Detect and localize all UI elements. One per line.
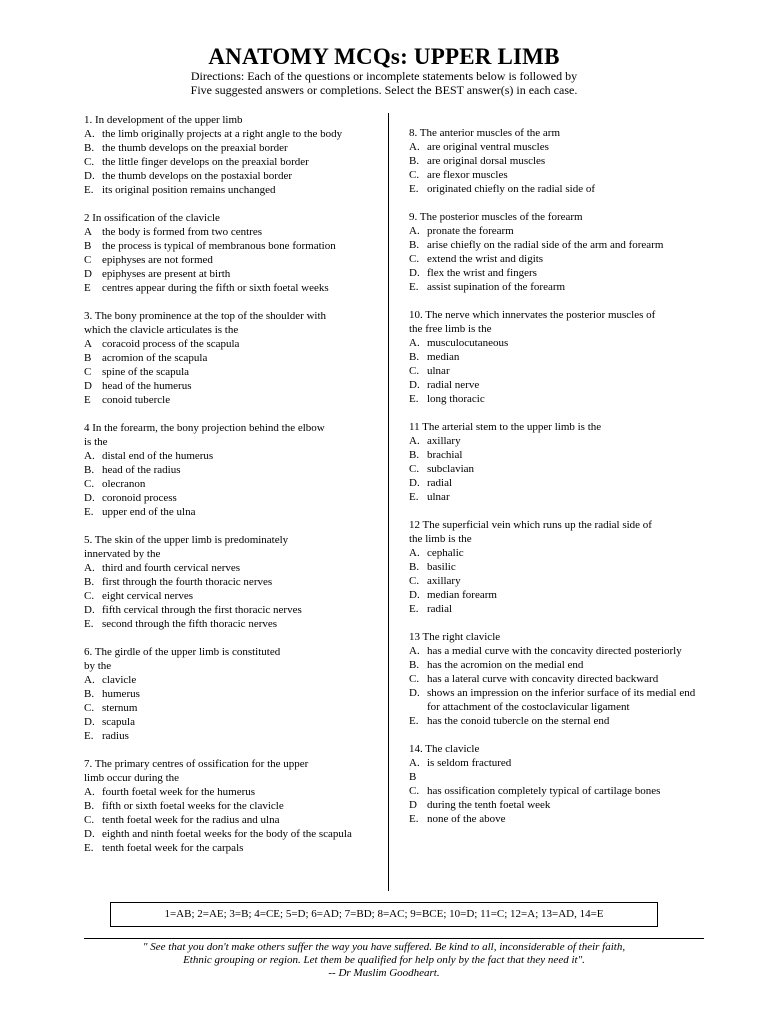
option-text: extend the wrist and digits xyxy=(427,253,544,265)
answer-option xyxy=(409,490,705,504)
option-letter: A. xyxy=(409,225,420,237)
option-text: brachial xyxy=(427,449,463,461)
option-text: median forearm xyxy=(427,589,497,601)
answer-option xyxy=(84,365,380,379)
option-text: has a medial curve with the concavity directed posteriorly xyxy=(427,645,682,657)
question-stem: 1. In development of the upper limb xyxy=(84,114,243,126)
answer-option xyxy=(84,827,380,841)
answer-option xyxy=(409,770,705,784)
answer-option xyxy=(84,491,380,505)
option-letter: A. xyxy=(409,757,420,769)
option-letter: C. xyxy=(84,156,95,168)
question-item xyxy=(409,518,705,616)
option-letter: C. xyxy=(84,478,95,490)
question-item xyxy=(409,630,705,728)
question-item xyxy=(409,308,705,406)
option-letter: D. xyxy=(84,828,95,840)
option-text: radial nerve xyxy=(427,379,480,391)
option-text: has a lateral curve with concavity directed backward xyxy=(427,673,659,685)
option-text: flex the wrist and fingers xyxy=(427,267,537,279)
option-text xyxy=(427,770,705,784)
question-item xyxy=(409,742,705,826)
answer-option xyxy=(84,351,380,365)
option-text: third and fourth cervical nerves xyxy=(102,562,241,574)
option-text: musculocutaneous xyxy=(427,337,509,349)
option-text: eight cervical nerves xyxy=(102,590,194,602)
option-letter: C. xyxy=(409,253,420,265)
option-letter: E. xyxy=(409,603,419,615)
answer-option xyxy=(409,448,705,462)
left-question-column xyxy=(84,113,380,869)
option-text: long thoracic xyxy=(427,393,485,405)
option-letter: B. xyxy=(409,449,420,461)
option-letter: E. xyxy=(409,813,419,825)
option-letter: D xyxy=(84,380,92,392)
answer-option xyxy=(409,784,705,798)
option-text: radius xyxy=(102,730,129,742)
answer-option xyxy=(409,252,705,266)
option-letter: A. xyxy=(84,786,95,798)
option-letter: D. xyxy=(84,604,95,616)
option-letter: A. xyxy=(84,674,95,686)
option-letter: E. xyxy=(84,618,94,630)
option-letter: A. xyxy=(84,450,95,462)
option-letter: C. xyxy=(409,463,420,475)
answer-option xyxy=(409,168,705,182)
option-text: are original ventral muscles xyxy=(427,141,549,153)
option-text: eighth and ninth foetal weeks for the body of the scapula xyxy=(102,828,352,840)
option-text: head of the humerus xyxy=(102,380,192,392)
option-text: cephalic xyxy=(427,547,464,559)
answer-option xyxy=(84,505,380,519)
option-letter: B xyxy=(84,240,92,252)
answer-option xyxy=(84,393,380,407)
option-letter: A. xyxy=(409,141,420,153)
option-letter: C. xyxy=(84,702,95,714)
answer-option xyxy=(409,392,705,406)
question-item xyxy=(84,421,380,519)
option-text: subclavian xyxy=(427,463,475,475)
option-text: the thumb develops on the postaxial border xyxy=(102,170,293,182)
option-letter: B. xyxy=(409,659,420,671)
question-item xyxy=(84,757,380,855)
option-letter: E. xyxy=(409,393,419,405)
answer-option xyxy=(84,449,380,463)
question-stem: is the xyxy=(84,436,108,448)
option-letter: B. xyxy=(84,800,95,812)
option-letter: D. xyxy=(84,170,95,182)
question-stem: 4 In the forearm, the bony projection behind the elbow xyxy=(84,422,325,434)
option-text: fifth cervical through the first thoracic nerves xyxy=(102,604,302,616)
answer-option xyxy=(84,225,380,239)
option-text: has the conoid tubercle on the sternal end xyxy=(427,715,610,727)
option-letter: A xyxy=(84,338,92,350)
directions xyxy=(0,69,768,97)
option-letter: B. xyxy=(84,464,95,476)
option-letter: D xyxy=(409,799,417,811)
answer-option xyxy=(84,715,380,729)
option-text: are original dorsal muscles xyxy=(427,155,546,167)
option-letter: C. xyxy=(84,590,95,602)
question-stem: 6. The girdle of the upper limb is constituted xyxy=(84,646,281,658)
question-stem: innervated by the xyxy=(84,548,161,560)
option-letter: A. xyxy=(409,547,420,559)
quote-line: " See that you don't make others suffer the way you have suffered. Be kind to all, inconsiderable of their faith, xyxy=(142,941,626,953)
option-letter: B. xyxy=(409,155,420,167)
option-letter: C. xyxy=(409,785,420,797)
option-letter: D. xyxy=(409,687,420,699)
option-letter: B xyxy=(84,352,92,364)
question-stem: 12 The superficial vein which runs up the radial side of xyxy=(409,519,652,531)
answer-option xyxy=(409,266,705,280)
answer-option xyxy=(84,673,380,687)
option-text: pronate the forearm xyxy=(427,225,514,237)
answer-option xyxy=(84,281,380,295)
option-text: spine of the scapula xyxy=(102,366,190,378)
option-text: coronoid process xyxy=(102,492,177,504)
option-letter: C xyxy=(84,366,92,378)
option-text: sternum xyxy=(102,702,138,714)
answer-option xyxy=(84,701,380,715)
question-item xyxy=(409,210,705,294)
answer-option xyxy=(409,546,705,560)
question-stem: which the clavicle articulates is the xyxy=(84,324,239,336)
option-text: conoid tubercle xyxy=(102,394,171,406)
option-letter: B. xyxy=(409,561,420,573)
answer-option xyxy=(84,561,380,575)
answer-option xyxy=(84,785,380,799)
answer-option xyxy=(84,617,380,631)
option-text: humerus xyxy=(102,688,140,700)
answer-option xyxy=(409,644,705,658)
answer-option xyxy=(409,336,705,350)
question-stem: 3. The bony prominence at the top of the shoulder with xyxy=(84,310,327,322)
option-text: has the acromion on the medial end xyxy=(427,659,584,671)
answer-option xyxy=(84,799,380,813)
answer-option xyxy=(409,140,705,154)
option-letter: C xyxy=(84,254,92,266)
option-text: tenth foetal week for the radius and ulna xyxy=(102,814,280,826)
option-letter: B. xyxy=(84,142,95,154)
option-letter: D. xyxy=(409,379,420,391)
answer-key: 1=AB; 2=AE; 3=B; 4=CE; 5=D; 6=AD; 7=BD; 8=AC; 9=BCE; 10=D; 11=C; 12=A; 13=AD, 14=E xyxy=(164,908,604,920)
option-text: head of the radius xyxy=(102,464,181,476)
answer-option xyxy=(84,337,380,351)
option-letter: A xyxy=(84,226,92,238)
answer-option xyxy=(409,280,705,294)
option-text: ulnar xyxy=(427,365,450,377)
option-text: the thumb develops on the preaxial border xyxy=(102,142,288,154)
option-text: has ossification completely typical of cartilage bones xyxy=(427,785,661,797)
question-stem: the free limb is the xyxy=(409,323,492,335)
option-letter: A. xyxy=(409,337,420,349)
option-letter: E. xyxy=(409,183,419,195)
option-text: assist supination of the forearm xyxy=(427,281,566,293)
option-text: shows an impression on the inferior surface of its medial end for attachment of the costoclavicular ligament xyxy=(427,687,696,713)
answer-option xyxy=(84,589,380,603)
answer-option xyxy=(84,127,380,141)
option-letter: D. xyxy=(409,477,420,489)
answer-option xyxy=(409,574,705,588)
option-letter: E xyxy=(84,282,91,294)
question-stem: 13 The right clavicle xyxy=(409,631,501,643)
question-item xyxy=(409,420,705,504)
option-text: the body is formed from two centres xyxy=(102,226,263,238)
question-stem: the limb is the xyxy=(409,533,472,545)
answer-option xyxy=(409,756,705,770)
answer-option xyxy=(84,183,380,197)
option-text: ulnar xyxy=(427,491,450,503)
option-text: first through the fourth thoracic nerves xyxy=(102,576,273,588)
answer-option xyxy=(84,239,380,253)
question-stem: 14. The clavicle xyxy=(409,743,480,755)
question-stem: 10. The nerve which innervates the posterior muscles of xyxy=(409,309,656,321)
answer-option xyxy=(84,477,380,491)
option-letter: B xyxy=(409,771,417,783)
answer-option xyxy=(409,154,705,168)
option-letter: C. xyxy=(409,673,420,685)
option-text: median xyxy=(427,351,460,363)
option-text: acromion of the scapula xyxy=(102,352,208,364)
answer-option xyxy=(409,224,705,238)
option-letter: C. xyxy=(84,814,95,826)
option-letter: B. xyxy=(84,688,95,700)
answer-option xyxy=(84,687,380,701)
option-letter: E xyxy=(84,394,91,406)
answer-option xyxy=(409,588,705,602)
answer-option xyxy=(409,672,705,686)
answer-option xyxy=(84,169,380,183)
option-letter: E. xyxy=(409,715,419,727)
answer-option xyxy=(84,603,380,617)
answer-option xyxy=(84,463,380,477)
question-stem: 9. The posterior muscles of the forearm xyxy=(409,211,583,223)
option-text: the little finger develops on the preaxial border xyxy=(102,156,309,168)
option-text: basilic xyxy=(427,561,456,573)
answer-option xyxy=(409,434,705,448)
option-letter: C. xyxy=(409,169,420,181)
option-text: axillary xyxy=(427,575,461,587)
answer-option xyxy=(409,714,705,728)
option-text: none of the above xyxy=(427,813,506,825)
quote-line: Ethnic grouping or region. Let them be qualified for help only by the fact that they need it". xyxy=(183,954,585,966)
question-item xyxy=(84,113,380,197)
option-text: tenth foetal week for the carpals xyxy=(102,842,244,854)
option-text: originated chiefly on the radial side of xyxy=(427,183,595,195)
answer-option xyxy=(84,813,380,827)
question-stem: limb occur during the xyxy=(84,772,180,784)
column-divider xyxy=(388,113,389,891)
option-text: second through the fifth thoracic nerves xyxy=(102,618,278,630)
answer-option xyxy=(409,602,705,616)
option-text: its original position remains unchanged xyxy=(102,184,276,196)
directions-line: Directions: Each of the questions or incomplete statements below is followed by xyxy=(190,69,578,83)
answer-option xyxy=(84,155,380,169)
answer-option xyxy=(409,798,705,812)
answer-option xyxy=(409,560,705,574)
option-text: radial xyxy=(427,603,453,615)
question-item xyxy=(84,533,380,631)
answer-option xyxy=(409,378,705,392)
answer-option xyxy=(409,476,705,490)
option-letter: E. xyxy=(409,491,419,503)
option-text: fifth or sixth foetal weeks for the clavicle xyxy=(102,800,284,812)
option-letter: D. xyxy=(84,716,95,728)
question-stem: 2 In ossification of the clavicle xyxy=(84,212,220,224)
option-letter: E. xyxy=(84,184,94,196)
option-letter: A. xyxy=(84,128,95,140)
option-text: during the tenth foetal week xyxy=(427,799,551,811)
answer-option xyxy=(84,729,380,743)
directions-line: Five suggested answers or completions. Select the BEST answer(s) in each case. xyxy=(190,83,578,97)
question-item xyxy=(84,211,380,295)
option-letter: B. xyxy=(84,576,95,588)
option-letter: A. xyxy=(84,562,95,574)
option-letter: E. xyxy=(84,506,94,518)
footer-quote xyxy=(0,941,768,980)
option-text: olecranon xyxy=(102,478,146,490)
separator-rule xyxy=(84,938,704,939)
option-text: are flexor muscles xyxy=(427,169,508,181)
option-text: fourth foetal week for the humerus xyxy=(102,786,256,798)
option-letter: E. xyxy=(409,281,419,293)
answer-option xyxy=(84,841,380,855)
answer-option xyxy=(409,182,705,196)
answer-option xyxy=(84,575,380,589)
option-letter: D xyxy=(84,268,92,280)
option-letter: A. xyxy=(409,435,420,447)
option-text: distal end of the humerus xyxy=(102,450,214,462)
question-item xyxy=(84,309,380,407)
option-letter: C. xyxy=(409,575,420,587)
question-stem: by the xyxy=(84,660,112,672)
option-text: coracoid process of the scapula xyxy=(102,338,240,350)
answer-option xyxy=(84,267,380,281)
answer-option xyxy=(409,686,705,714)
option-letter: D. xyxy=(409,267,420,279)
question-stem: 5. The skin of the upper limb is predominately xyxy=(84,534,289,546)
option-text: centres appear during the fifth or sixth foetal weeks xyxy=(102,282,329,294)
answer-option xyxy=(409,238,705,252)
question-stem: 7. The primary centres of ossification for the upper xyxy=(84,758,309,770)
answer-option xyxy=(409,658,705,672)
answer-option xyxy=(409,462,705,476)
option-letter: B. xyxy=(409,239,420,251)
question-item xyxy=(84,645,380,743)
right-question-column xyxy=(409,126,705,840)
option-text: the process is typical of membranous bone formation xyxy=(102,240,336,252)
option-text: scapula xyxy=(102,716,135,728)
question-item xyxy=(409,126,705,196)
answer-option xyxy=(409,812,705,826)
option-text: arise chiefly on the radial side of the arm and forearm xyxy=(427,239,664,251)
option-letter: E. xyxy=(84,842,94,854)
option-text: radial xyxy=(427,477,453,489)
option-letter: D. xyxy=(84,492,95,504)
option-letter: D. xyxy=(409,589,420,601)
option-letter: B. xyxy=(409,351,420,363)
answer-key-box xyxy=(110,902,658,927)
answer-option xyxy=(84,141,380,155)
page-title: ANATOMY MCQs: UPPER LIMB xyxy=(208,44,560,69)
question-stem: 8. The anterior muscles of the arm xyxy=(409,127,560,139)
option-text: is seldom fractured xyxy=(427,757,512,769)
answer-option xyxy=(84,379,380,393)
option-text: axillary xyxy=(427,435,461,447)
quote-attribution: -- Dr Muslim Goodheart. xyxy=(328,967,440,979)
option-text: the limb originally projects at a right angle to the body xyxy=(102,128,343,140)
option-letter: A. xyxy=(409,645,420,657)
answer-option xyxy=(409,364,705,378)
option-letter: E. xyxy=(84,730,94,742)
question-stem: 11 The arterial stem to the upper limb is the xyxy=(409,421,602,433)
option-text: clavicle xyxy=(102,674,137,686)
option-letter: C. xyxy=(409,365,420,377)
option-text: epiphyses are not formed xyxy=(102,254,213,266)
answer-option xyxy=(84,253,380,267)
option-text: upper end of the ulna xyxy=(102,506,196,518)
answer-option xyxy=(409,350,705,364)
option-text: epiphyses are present at birth xyxy=(102,268,231,280)
